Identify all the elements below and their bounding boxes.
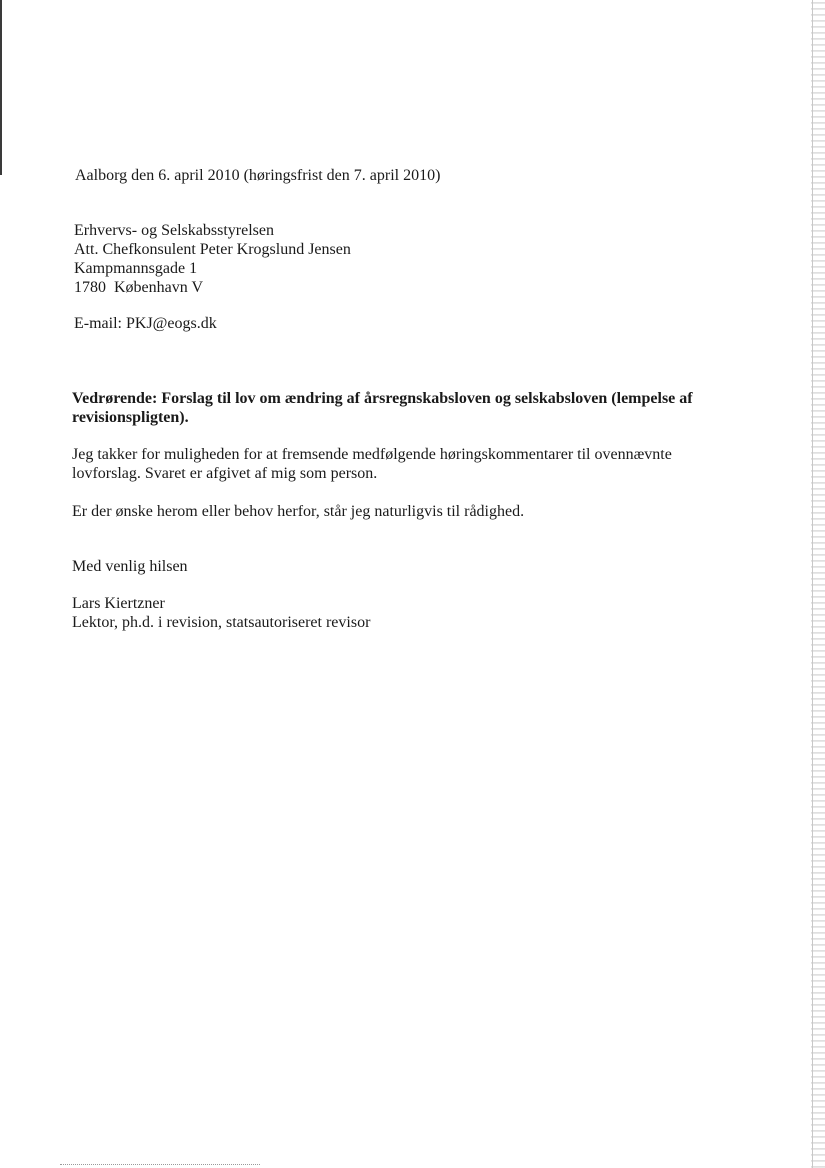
recipient-address	[74, 221, 351, 297]
signature-name: Lars Kiertzner	[72, 595, 165, 612]
subject-line: Vedrørende: Forslag til lov om ændring af årsregnskabsloven og selskabsloven (lempelse af revisionspligten).	[72, 390, 693, 426]
recipient-street: Kampmannsgade 1	[74, 260, 198, 277]
recipient-city: 1780 København V	[74, 279, 204, 296]
recipient-attention: Att. Chefkonsulent Peter Krogslund Jensen	[74, 241, 351, 258]
body-paragraph-1: Jeg takker for muligheden for at fremsende medfølgende høringskommentarer til ovennævnte lovforslag. Svaret er afgivet af mig som person.	[72, 446, 672, 482]
closing-salutation: Med venlig hilsen	[72, 558, 188, 575]
scan-edge-line	[812, 0, 813, 1168]
date-line: Aalborg den 6. april 2010 (høringsfrist den 7. april 2010)	[75, 167, 441, 184]
email-line: E-mail: PKJ@eogs.dk	[74, 315, 217, 332]
scan-edge-right	[811, 0, 825, 1168]
scan-bottom-artifact	[60, 1164, 260, 1166]
recipient-organization: Erhvervs- og Selskabsstyrelsen	[74, 222, 274, 239]
signature-title: Lektor, ph.d. i revision, statsautoriseret revisor	[72, 614, 371, 631]
body-paragraph-2: Er der ønske herom eller behov herfor, står jeg naturligvis til rådighed.	[72, 503, 525, 520]
scan-edge-left	[0, 0, 2, 175]
